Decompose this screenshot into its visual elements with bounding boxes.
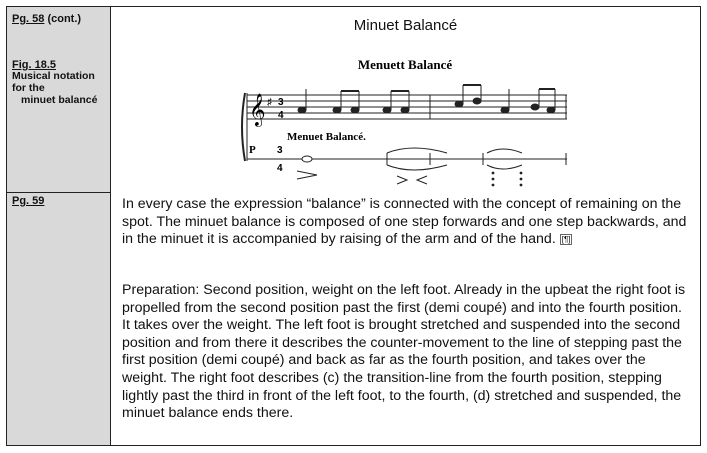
step-number: 4 bbox=[277, 163, 283, 174]
time-signature-top: 3 bbox=[278, 97, 284, 108]
page-ref-59[interactable]: Pg. 59 bbox=[12, 195, 45, 207]
score-heading: Menuett Balancé bbox=[357, 57, 453, 72]
table-frame bbox=[6, 6, 701, 446]
figure-caption-line: minuet balancé bbox=[21, 94, 98, 106]
step-rhythm bbox=[297, 148, 566, 184]
figure-caption-line: Musical notation bbox=[12, 70, 95, 82]
staff-letter: P bbox=[249, 144, 256, 156]
time-signature-bottom: 4 bbox=[278, 110, 284, 121]
brace-icon bbox=[242, 93, 245, 161]
row-divider bbox=[7, 192, 111, 193]
paragraph-balance: In every case the expression “balance” is connected with the concept of remaining on the spot. The minuet balance is composed of one step forwards and one step backwards, and in the minuet it is accompanied by raising of the arm and of the hand. [¶] bbox=[122, 196, 687, 248]
musical-notation-figure bbox=[237, 49, 572, 201]
figure-caption-line: for the bbox=[12, 82, 45, 94]
section-title: Minuet Balancé bbox=[353, 17, 458, 34]
score-inner-label: Menuet Balancé. bbox=[287, 131, 366, 143]
paragraph-preparation: Preparation: Second position, weight on the left foot. Already in the upbeat the right foot is propelled from the second position past the first (demi coupé) and into the fourth position. It takes over the weight. The left foot is brought stretched and suspended into the second position and from there it describes the counter-movement to the line of stepping past the first position (demi coupé) and back as far as the fourth position, and takes over the weight. The right foot describes (c) the transition-line from the fourth position, stepping lightly past the third in front of the left foot, to the fourth, (d) stretched and suspended, the minuet balance ends there. bbox=[122, 282, 686, 422]
paragraph-mark: [¶] bbox=[561, 235, 571, 245]
staccato-dots bbox=[492, 172, 523, 187]
staff-lines bbox=[247, 93, 567, 161]
figure-ref[interactable]: Fig. 18.5 bbox=[12, 59, 57, 71]
sharp-icon: ♯ bbox=[267, 97, 272, 108]
step-number: 3 bbox=[277, 145, 283, 156]
treble-clef-icon: 𝄞 bbox=[249, 93, 266, 126]
note-heads bbox=[298, 85, 555, 113]
page-ref-58[interactable]: Pg. 58 (cont.) bbox=[12, 13, 82, 25]
